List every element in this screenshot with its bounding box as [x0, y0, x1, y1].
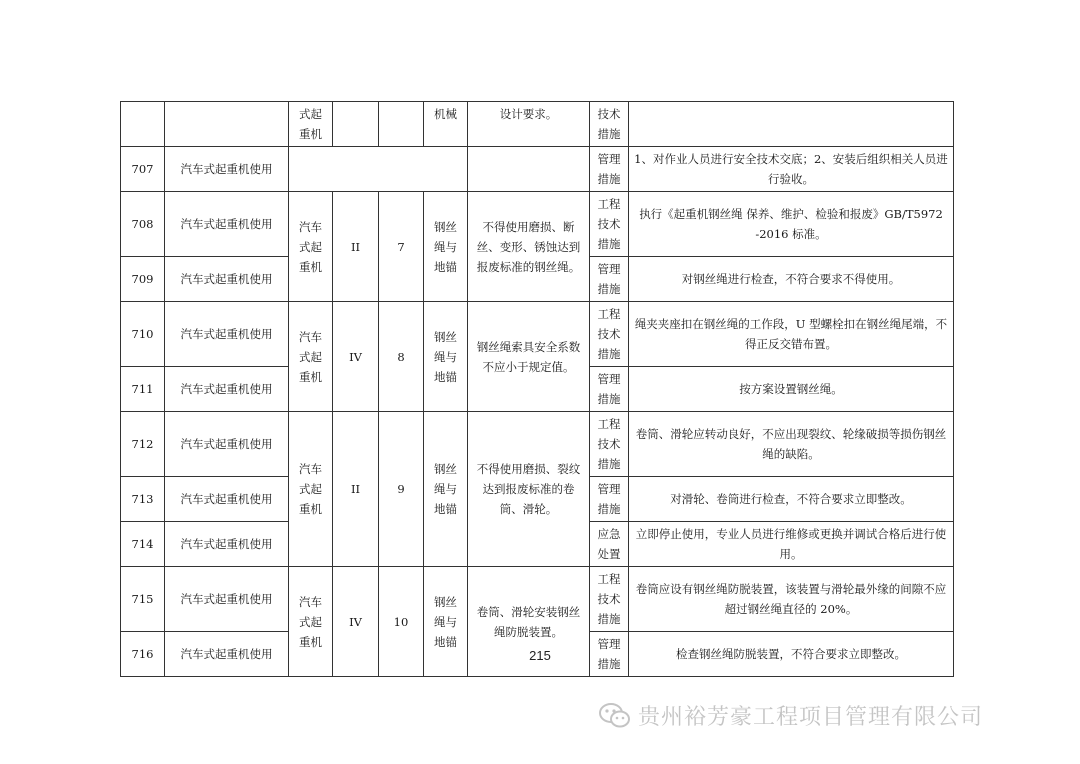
- row-code: [121, 102, 165, 147]
- hazard-requirement: 不得使用磨损、断丝、变形、锈蚀达到报废标准的钢丝绳。: [468, 192, 590, 302]
- hazard-number: 7: [379, 192, 424, 302]
- project-name: 汽车式起重机使用: [165, 632, 289, 677]
- project-name: 汽车式起重机使用: [165, 477, 289, 522]
- hazard-part: 机械: [424, 102, 468, 147]
- row-code: 714: [121, 522, 165, 567]
- row-code: 712: [121, 412, 165, 477]
- measure-type: 工程 技术 措施: [590, 412, 629, 477]
- hazard-requirement: 设计要求。: [468, 102, 590, 147]
- row-code: 709: [121, 257, 165, 302]
- row-code: 716: [121, 632, 165, 677]
- measure-content: 检查钢丝绳防脱装置，不符合要求立即整改。: [629, 632, 954, 677]
- project-name: 汽车式起重机使用: [165, 257, 289, 302]
- measure-content: 按方案设置钢丝绳。: [629, 367, 954, 412]
- row-code: 707: [121, 147, 165, 192]
- measure-type: 工程 技术 措施: [590, 192, 629, 257]
- risk-level: IV: [333, 567, 379, 677]
- hazard-part: 钢丝 绳与 地锚: [424, 412, 468, 567]
- hazard-part: 钢丝 绳与 地锚: [424, 302, 468, 412]
- hazard-requirement: 钢丝绳索具安全系数不应小于规定值。: [468, 302, 590, 412]
- risk-level: II: [333, 192, 379, 302]
- hazard-number: 9: [379, 412, 424, 567]
- project-name: 汽车式起重机使用: [165, 302, 289, 367]
- table-row: [121, 102, 954, 147]
- hazard-part: 钢丝 绳与 地锚: [424, 192, 468, 302]
- table-row: [121, 412, 954, 477]
- row-code: 710: [121, 302, 165, 367]
- measure-type: 应急 处置: [590, 522, 629, 567]
- measure-content: 绳夹夹座扣在钢丝绳的工作段，U 型螺栓扣在钢丝绳尾端，不得正反交错布置。: [629, 302, 954, 367]
- measure-content: 卷筒应设有钢丝绳防脱装置，该装置与滑轮最外缘的间隙不应超过钢丝绳直径的 20%。: [629, 567, 954, 632]
- measure-type: 管理 措施: [590, 147, 629, 192]
- equipment-name: 汽车 式起 重机: [289, 192, 333, 302]
- watermark-text: 贵州裕芳豪工程项目管理有限公司: [638, 705, 984, 730]
- measure-type: 技术 措施: [590, 102, 629, 147]
- risk-level: IV: [333, 302, 379, 412]
- wechat-icon: [598, 702, 632, 730]
- row-code: 713: [121, 477, 165, 522]
- hazard-requirement: 卷筒、滑轮安装钢丝绳防脱装置。: [468, 567, 590, 677]
- project-name: 汽车式起重机使用: [165, 192, 289, 257]
- measure-type: 管理 措施: [590, 477, 629, 522]
- project-name: [165, 102, 289, 147]
- project-name: 汽车式起重机使用: [165, 412, 289, 477]
- measure-content: 卷筒、滑轮应转动良好，不应出现裂纹、轮缘破损等损伤钢丝绳的缺陷。: [629, 412, 954, 477]
- hazard-part: 钢丝 绳与 地锚: [424, 567, 468, 677]
- row-code: 715: [121, 567, 165, 632]
- measure-type: 管理 措施: [590, 257, 629, 302]
- measure-content: 1、对作业人员进行安全技术交底；2、安装后组织相关人员进行验收。: [629, 147, 954, 192]
- table-row: [121, 147, 954, 192]
- equipment-name: 汽车 式起 重机: [289, 302, 333, 412]
- table-row: [121, 567, 954, 632]
- empty-cell: [289, 147, 468, 192]
- hazard-number: [379, 102, 424, 147]
- project-name: 汽车式起重机使用: [165, 147, 289, 192]
- measure-type: 工程 技术 措施: [590, 302, 629, 367]
- measure-content: 对钢丝绳进行检查，不符合要求不得使用。: [629, 257, 954, 302]
- measure-content: 对滑轮、卷筒进行检查，不符合要求立即整改。: [629, 477, 954, 522]
- table-row: [121, 302, 954, 367]
- project-name: 汽车式起重机使用: [165, 567, 289, 632]
- measure-content: 立即停止使用，专业人员进行维修或更换并调试合格后进行使用。: [629, 522, 954, 567]
- hazard-requirement: 不得使用磨损、裂纹达到报废标准的卷筒、滑轮。: [468, 412, 590, 567]
- project-name: 汽车式起重机使用: [165, 367, 289, 412]
- row-code: 708: [121, 192, 165, 257]
- measure-type: 管理 措施: [590, 632, 629, 677]
- watermark: [598, 700, 983, 731]
- equipment-name: 汽车 式起 重机: [289, 412, 333, 567]
- risk-level: II: [333, 412, 379, 567]
- measure-type: 工程 技术 措施: [590, 567, 629, 632]
- page-number: 215: [529, 648, 551, 663]
- row-code: 711: [121, 367, 165, 412]
- equipment-name: 汽车 式起 重机: [289, 567, 333, 677]
- measure-content: [629, 102, 954, 147]
- hazard-number: 10: [379, 567, 424, 677]
- project-name: 汽车式起重机使用: [165, 522, 289, 567]
- table-row: [121, 192, 954, 257]
- equipment-name: 式起 重机: [289, 102, 333, 147]
- risk-level: [333, 102, 379, 147]
- measure-content: 执行《起重机钢丝绳 保养、维护、检验和报废》GB/T5972 -2016 标准。: [629, 192, 954, 257]
- hazard-requirement: [468, 147, 590, 192]
- measure-type: 管理 措施: [590, 367, 629, 412]
- hazard-measure-table: [120, 101, 954, 677]
- hazard-number: 8: [379, 302, 424, 412]
